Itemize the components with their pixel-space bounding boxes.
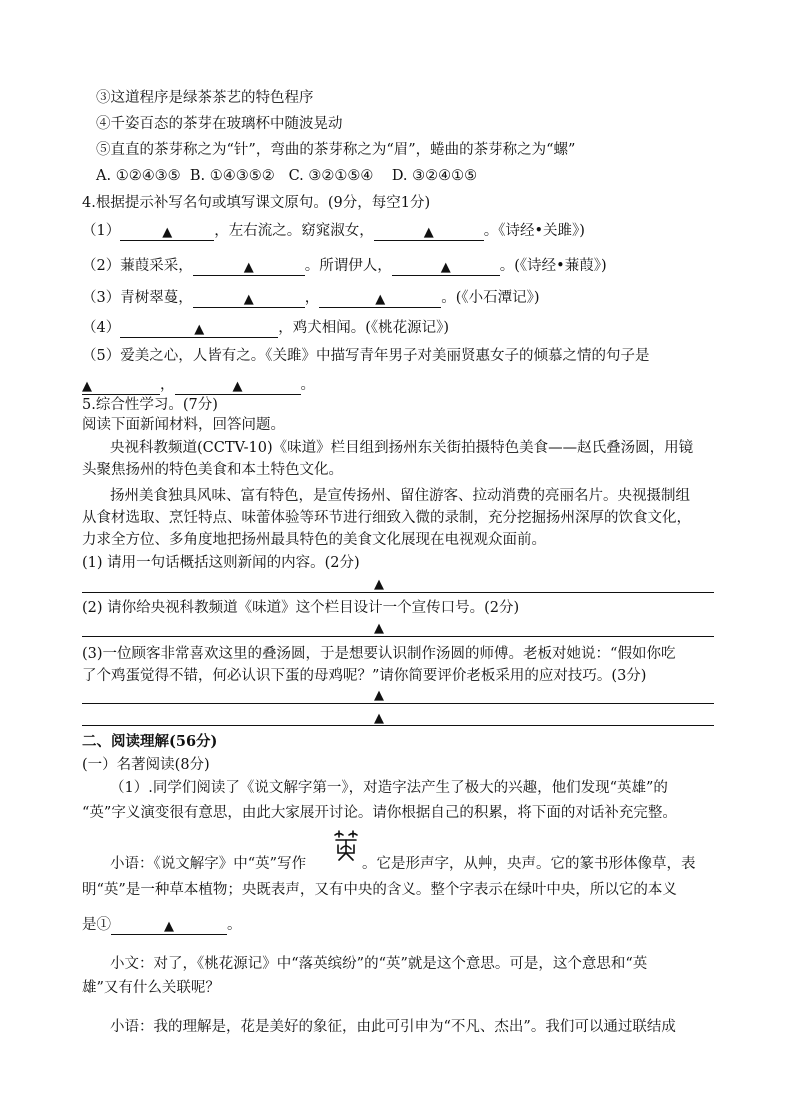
triangle-marker: ▲: [243, 292, 254, 307]
dialog-xiaoyu-1c: 明“英”是一种草本植物；央既表声，又有中央的含义。整个字表示在绿叶中央，所以它的本义: [82, 882, 677, 898]
section-2-sub: (一）名著阅读(8分): [82, 757, 210, 773]
triangle-marker: ▲: [232, 379, 243, 394]
reading-q1b: “英”字义演变很有意思，由此大家展开讨论。请你根据自己的积累，将下面的对话补充完整。: [82, 805, 677, 821]
triangle-marker: ▲: [423, 225, 434, 240]
blank-2b[interactable]: [392, 259, 500, 276]
news-para-2c: 力求全方位、多角度地把扬州最具特色的美食文化展现在电视观众面前。: [82, 532, 546, 548]
answer-line-3a[interactable]: [82, 703, 714, 704]
fill-line-2: [82, 256, 607, 276]
sub-question-2: (2) 请你给央视科教频道《味道》这个栏目设计一个宣传口号。(2分): [82, 600, 520, 616]
text-2a: （2）蒹葭采采，: [82, 258, 193, 274]
blank-5b[interactable]: [175, 378, 301, 395]
triangle-marker: ▲: [162, 225, 173, 240]
triangle-marker: ▲: [82, 379, 92, 394]
answer-marker-2: ▲: [374, 621, 384, 636]
label-1: （1）: [82, 223, 121, 239]
source-3: 。(《小石潭记》): [441, 290, 540, 306]
blank-1b[interactable]: [374, 224, 484, 241]
blank-2a[interactable]: [193, 259, 305, 276]
text-1b: ，左右流之。窈窕淑女，: [214, 223, 374, 239]
blank-3b[interactable]: [319, 291, 441, 308]
blank-5a[interactable]: [82, 378, 160, 395]
news-para-2b: 从食材选取、烹饪特点、味蕾体验等环节进行细致入微的录制，充分挖掘扬州深厚的饮食文化，: [82, 510, 691, 526]
blank-meaning[interactable]: [111, 918, 227, 935]
dialog-xiaowen-1b: 雄”又有什么关联呢？: [82, 980, 220, 996]
news-para-2a: 扬州美食独具风味、富有特色，是宣传扬州、留住游客、拉动消费的亮丽名片。央视摄制组: [110, 488, 690, 504]
seal-script-ying-glyph: [333, 829, 359, 861]
blank-1a[interactable]: [120, 224, 214, 241]
answer-marker-3a: ▲: [374, 688, 384, 703]
source-1: 。《诗经•关雎》): [483, 223, 585, 239]
dialog-xiaoyu-1b: 。它是形声字，从艸，央声。它的篆书形体像草，表: [362, 856, 696, 872]
fill-line-6: [82, 375, 315, 395]
triangle-marker: ▲: [375, 292, 386, 307]
blank-3a[interactable]: [193, 291, 305, 308]
source-2: 。(《诗经•蒹葭》): [499, 258, 607, 274]
dialog-xiaoyu-1d: [82, 915, 242, 935]
blank-label: 是①: [82, 917, 111, 933]
news-para-1b: 头聚焦扬州的特色美食和本土特色文化。: [82, 462, 343, 478]
sentence-5: ⑤直直的茶芽称之为“针”，弯曲的茶芽称之为“眉”，蜷曲的茶芽称之为“螺”: [96, 142, 576, 158]
answer-line-1[interactable]: [82, 592, 714, 593]
fill-line-5: （5）爱美之心，人皆有之。《关雎》中描写青年男子对美丽贤惠女子的倾慕之情的句子是: [82, 348, 650, 364]
fill-line-4: [82, 318, 449, 338]
text-3b: ，: [304, 290, 320, 306]
reading-q1a: （1）.同学们阅读了《说文解字第一》，对造字法产生了极大的兴趣，他们发现“英雄”的: [110, 780, 668, 796]
text-2b: 。所谓伊人，: [304, 258, 392, 274]
answer-marker-3b: ▲: [374, 711, 384, 726]
sentence-3: ③这道程序是绿茶茶艺的特色程序: [96, 90, 314, 106]
answer-marker-1: ▲: [374, 577, 384, 592]
text-6b: ，: [160, 377, 175, 393]
text-6c: 。: [300, 377, 315, 393]
sub-question-3a: (3)一位顾客非常喜欢这里的叠汤圆，于是想要认识制作汤圆的师傅。老板对她说：“假如你吃: [82, 646, 676, 662]
question-5-title: 5.综合性学习。(7分): [82, 397, 218, 413]
blank-4[interactable]: [120, 321, 278, 338]
dialog-xiaoyu-1a: 小语：《说文解字》中“英”写作: [110, 856, 307, 872]
text-4b: ，鸡犬相闻。(《桃花源记》): [278, 320, 450, 336]
text-end: 。: [227, 917, 242, 933]
answer-line-3b[interactable]: [82, 725, 714, 726]
question-4-title: 4.根据提示补写名句或填写课文原句。(9分，每空1分): [82, 195, 431, 211]
triangle-marker: ▲: [243, 260, 254, 275]
fill-line-3: [82, 288, 540, 308]
sub-question-1: (1) 请用一句话概括这则新闻的内容。(2分): [82, 555, 360, 571]
fill-line-1: [82, 221, 585, 241]
dialog-xiaoyu-2a: 小语：我的理解是，花是美好的象征，由此可引申为“不凡、杰出”。我们可以通过联结成: [110, 1019, 676, 1035]
sub-question-3b: 了个鸡蛋觉得不错，何必认识下蛋的母鸡呢？”请你简要评价老板采用的应对技巧。(3分): [82, 668, 647, 684]
question-5-intro: 阅读下面新闻材料，回答问题。: [82, 417, 285, 433]
triangle-marker: ▲: [164, 919, 174, 934]
triangle-marker: ▲: [194, 322, 205, 337]
text-3a: （3）青树翠蔓，: [82, 290, 193, 306]
section-2-title: 二、阅读理解(56分): [82, 733, 218, 750]
answer-options: A. ①②④③⑤ B. ①④③⑤② C. ③②①⑤④ D. ③②④①⑤: [96, 168, 478, 184]
label-4: （4）: [82, 320, 121, 336]
news-para-1a: 央视科教频道(CCTV-10)《味道》栏目组到扬州东关街拍摄特色美食——赵氏叠汤圆，用镜: [110, 440, 694, 456]
answer-line-2[interactable]: [82, 636, 714, 637]
dialog-xiaowen-1a: 小文：对了，《桃花源记》中“落英缤纷”的“英”就是这个意思。可是，这个意思和“英: [110, 956, 648, 972]
triangle-marker: ▲: [440, 260, 451, 275]
sentence-4: ④千姿百态的茶芽在玻璃杯中随波晃动: [96, 116, 343, 132]
